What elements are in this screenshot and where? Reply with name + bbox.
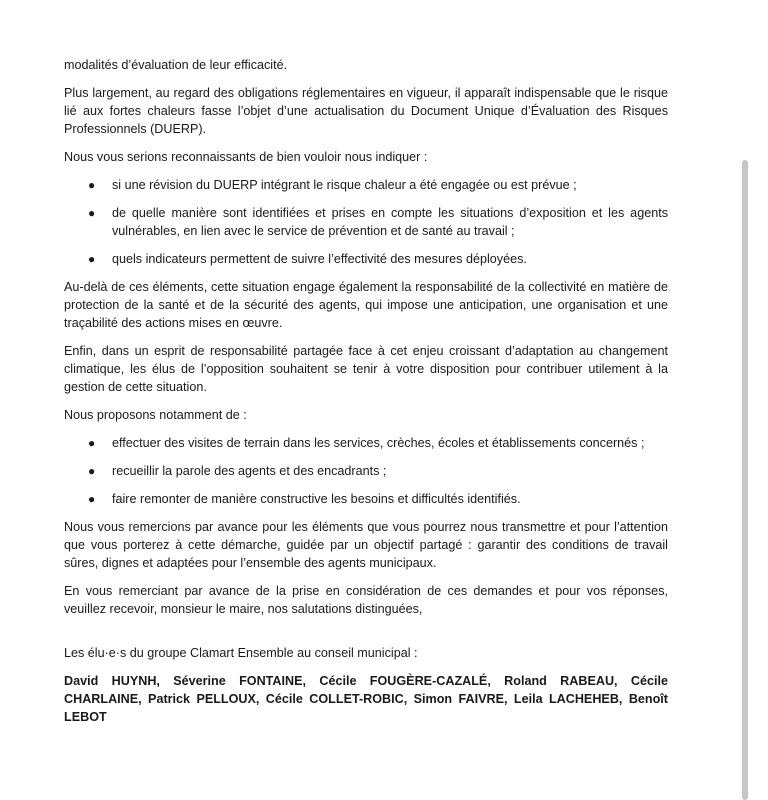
paragraph-opposition: Enfin, dans un esprit de responsabilité partagée face à cet enjeu croissant d’adaptation au changement climatique, les élus de l’opposition souhaitent se tenir à votre disposition pour contribuer utilement à la gestion de cette situation.	[64, 344, 668, 394]
paragraph-duerp: Plus largement, au regard des obligations réglementaires en vigueur, il apparaît indispensable que le risque lié aux fortes chaleurs fasse l’objet d’une actualisation du Document Unique d’Évaluation des Risques Professionnels (DUERP).	[64, 86, 668, 136]
bullet-icon: ●	[88, 436, 96, 450]
list-item-text: effectuer des visites de terrain dans les services, crèches, écoles et établissements concernés ;	[112, 436, 645, 450]
list-item	[64, 462, 668, 480]
list-item	[64, 490, 668, 508]
list-item-text: recueillir la parole des agents et des encadrants ;	[112, 464, 387, 478]
bullet-icon: ●	[88, 178, 96, 192]
bullet-icon: ●	[88, 252, 96, 266]
paragraph-group: Les élu·e·s du groupe Clamart Ensemble au conseil municipal :	[64, 646, 418, 660]
letter-page	[64, 56, 668, 726]
list-item	[64, 434, 668, 452]
bullet-icon: ●	[88, 206, 96, 220]
list-item	[64, 176, 668, 194]
list-item-text: de quelle manière sont identifiées et prises en compte les situations d’exposition et les agents vulnérables, en lien avec le service de prévention et de santé au travail ;	[112, 206, 668, 238]
list-item	[64, 250, 668, 268]
paragraph-request: Nous vous serions reconnaissants de bien vouloir nous indiquer :	[64, 150, 428, 164]
paragraph-closing: En vous remerciant par avance de la prise en considération de ces demandes et pour vos réponses, veuillez recevoir, monsieur le maire, nos salutations distinguées,	[64, 584, 668, 616]
paragraph-responsibility: Au-delà de ces éléments, cette situation engage également la responsabilité de la collectivité en matière de protection de la santé et de la sécurité des agents, qui impose une anticipation, une organisation et une traçabilité des actions mises en œuvre.	[64, 280, 668, 330]
vertical-scrollbar[interactable]	[742, 160, 748, 800]
request-list	[64, 176, 668, 268]
bullet-icon: ●	[88, 492, 96, 506]
paragraph-propose: Nous proposons notamment de :	[64, 408, 247, 422]
list-item-text: quels indicateurs permettent de suivre l’effectivité des mesures déployées.	[112, 252, 527, 266]
list-item	[64, 204, 668, 240]
propose-list	[64, 434, 668, 508]
paragraph-intro-end: modalités d’évaluation de leur efficacité.	[64, 58, 288, 72]
list-item-text: si une révision du DUERP intégrant le risque chaleur a été engagée ou est prévue ;	[112, 178, 577, 192]
paragraph-thanks: Nous vous remercions par avance pour les éléments que vous pourrez nous transmettre et pour l’attention que vous porterez à cette démarche, guidée par un objectif partagé : garantir des conditions de travail sûres, dignes et adaptées pour l’ensemble des agents municipaux.	[64, 520, 668, 570]
list-item-text: faire remonter de manière constructive les besoins et difficultés identifiés.	[112, 492, 521, 506]
signatories: David HUYNH, Séverine FONTAINE, Cécile FOUGÈRE-CAZALÉ, Roland RABEAU, Cécile CHARLAINE, Patrick PELLOUX, Cécile COLLET-ROBIC, Simon FAIVRE, Leila LACHEHEB, Benoît LEBOT	[64, 674, 668, 724]
spacer	[64, 628, 668, 644]
bullet-icon: ●	[88, 464, 96, 478]
